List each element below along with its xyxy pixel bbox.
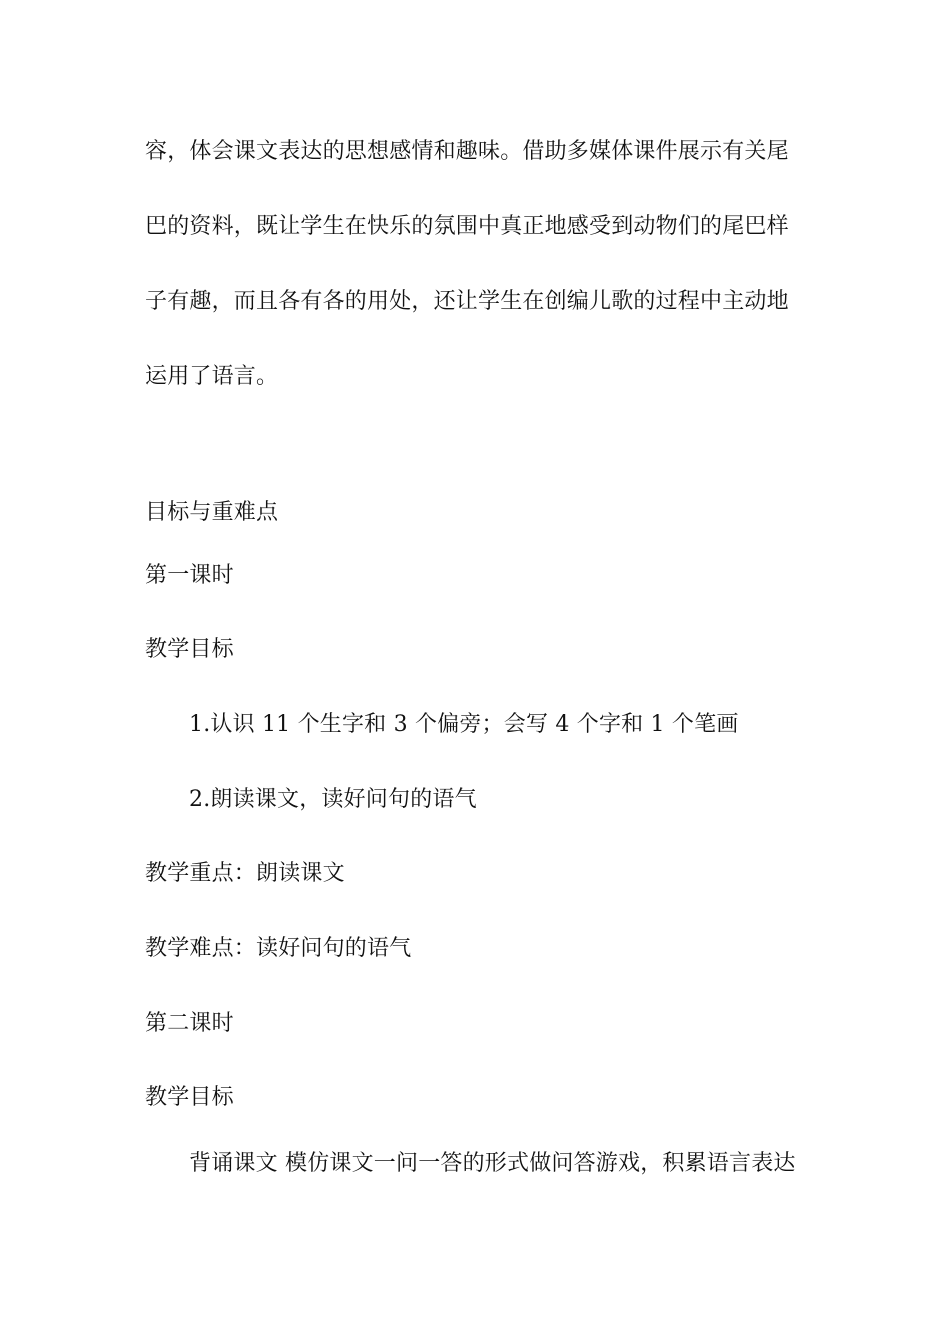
lesson1-difficulty: 教学难点：读好问句的语气 [145, 936, 412, 961]
intro-line-3: 子有趣，而且各有各的用处，还让学生在创编儿歌的过程中主动地 [145, 289, 789, 314]
lesson1-objective-2: 2.朗读课文，读好问句的语气 [189, 787, 477, 812]
intro-line-1: 容，体会课文表达的思想感情和趣味。借助多媒体课件展示有关尾 [145, 139, 789, 164]
lesson2-objective-text: 背诵课文 模仿课文一问一答的形式做问答游戏，积累语言表达 [189, 1151, 796, 1176]
lesson2-objectives-heading: 教学目标 [145, 1085, 234, 1110]
lesson1-objectives-heading: 教学目标 [145, 637, 234, 662]
intro-line-4: 运用了语言。 [145, 364, 279, 389]
lesson2-title: 第二课时 [145, 1011, 234, 1036]
section-heading: 目标与重难点 [145, 500, 279, 525]
lesson1-key-point: 教学重点：朗读课文 [145, 861, 345, 886]
lesson1-objective-1: 1.认识 11 个生字和 3 个偏旁；会写 4 个字和 1 个笔画 [189, 712, 739, 737]
intro-line-2: 巴的资料，既让学生在快乐的氛围中真正地感受到动物们的尾巴样 [145, 214, 789, 239]
lesson1-title: 第一课时 [145, 563, 234, 588]
